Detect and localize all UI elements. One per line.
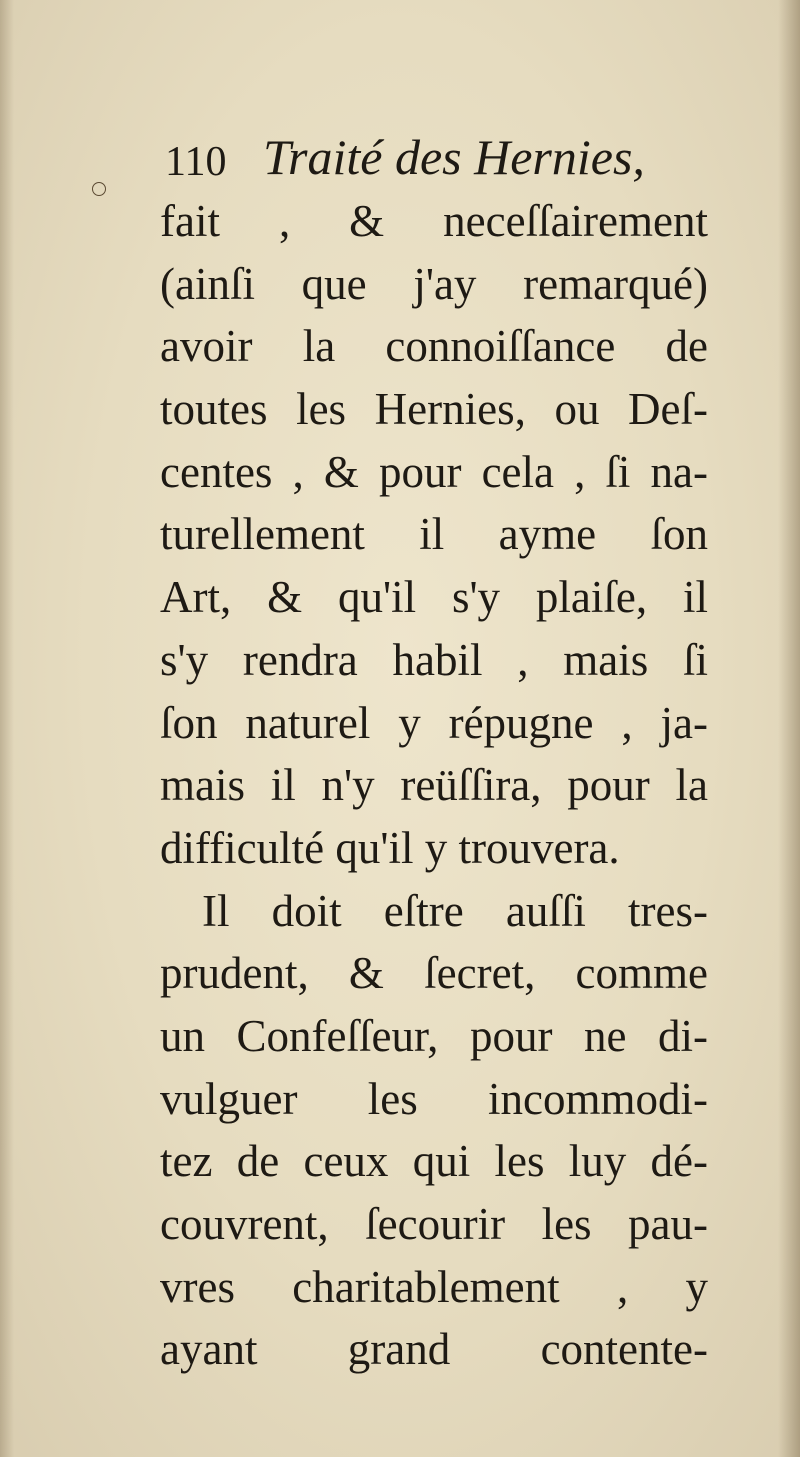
text-line: ayant grand contente- [160,1324,708,1375]
text-line: prudent, & ſecret, comme [160,948,708,999]
text-line: Il doit eſtre auſſi tres- [202,885,708,936]
running-title: Traité des Hernies, [263,129,645,185]
text-line: tez de ceux qui les luy dé- [160,1136,708,1187]
text-line: fait , & neceſſairement [160,196,708,246]
text-line: Art, & qu'il s'y plaiſe, il [160,572,708,623]
text-line: vres charitablement , y [160,1261,708,1312]
text-line: mais il n'y reüſſira, pour la [160,760,708,811]
page-number: 110 [165,139,227,185]
margin-mark-icon [92,182,106,196]
text-line: (ainſi que j'ay remarqué) [160,258,708,309]
text-line: ſon naturel y répugne , ja- [160,697,708,748]
text-line: centes , & pour cela , ſi na- [160,446,708,497]
text-line: s'y rendra habil , mais ſi [160,634,708,685]
page-shadow-left [0,0,14,1457]
text-line: vulguer les incommodi- [160,1073,708,1124]
page-shadow-right [778,0,800,1457]
text-line: difficulté qu'il y trouvera. [160,822,620,873]
text-line: avoir la connoiſſance de [160,321,708,372]
text-line: couvrent, ſecourir les pau- [160,1199,708,1249]
text-line: turellement il ayme ſon [160,509,708,560]
page-header [165,128,725,188]
body-text [160,190,708,1381]
text-line: un Confeſſeur, pour ne di- [160,1010,708,1061]
text-line: toutes les Hernies, ou Deſ- [160,384,708,435]
